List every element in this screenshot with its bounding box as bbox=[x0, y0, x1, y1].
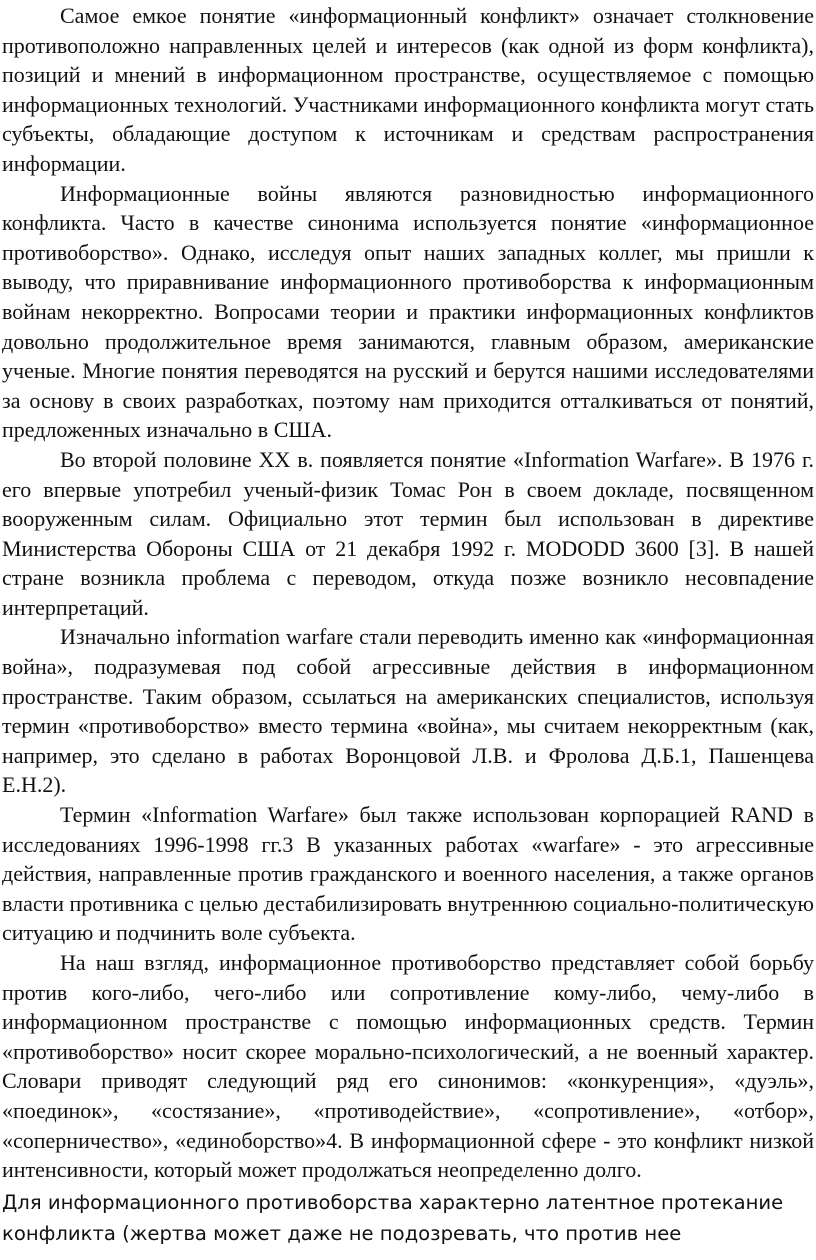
paragraph-5: Термин «Information Warfare» был также использован корпорацией RAND в исследованиях 1996-1998 гг.3 В указанных работах «warfare» - это агрессивные действия, направленные против гражданского и военного населения, а также органов власти противника с целью дестабилизировать внутреннюю социально-политическую ситуацию и подчинить воле субъекта. bbox=[2, 802, 814, 946]
paragraph-1: Самое емкое понятие «информационный конфликт» означает столкновение противоположно направленных целей и интересов (как одной из форм конфликта), позиций и мнений в информационном пространстве, осуществляемое с помощью информационных технологий. Участниками информационного конфликта могут стать субъекты, обладающие доступом к источникам и средствам распространения информации. bbox=[2, 3, 814, 176]
tail-paragraph: Для информационного противоборства характерно латентное протекание конфликта (жертва может даже не подозревать, что против нее bbox=[2, 1190, 784, 1245]
paragraph-6: На наш взгляд, информационное противоборство представляет собой борьбу против кого-либо, чего-либо или сопротивление кому-либо, чему-либо в информационном пространстве с помощью информационных средств. Термин «противоборство» носит скорее морально-психологический, а не военный характер. Словари приводят следующий ряд его синонимов: «конкуренция», «дуэль», «поединок», «состязание», «противодействие», «сопротивление», «отбор», «соперничество», «единоборство»4. В информационной сфере - это конфликт низкой интенсивности, который может продолжаться неопределенно долго. bbox=[2, 950, 814, 1183]
paragraph-4: Изначально information warfare стали переводить именно как «информационная война», подразумевая под собой агрессивные действия в информационном пространстве. Таким образом, ссылаться на американских специалистов, используя термин «противоборство» вместо термина «война», мы считаем некорректным (как, например, это сделано в работах Воронцовой Л.В. и Фролова Д.Б.1, Пашенцева Е.Н.2). bbox=[2, 624, 814, 798]
paragraph-2: Информационные войны являются разновидностью информационного конфликта. Часто в качестве синонима используется понятие «информационное противоборство». Однако, исследуя опыт наших западных коллег, мы пришли к выводу, что приравнивание информационного противоборства к информационным войнам некорректно. Вопросами теории и практики информационных конфликтов довольно продолжительное время занимаются, главным образом, американские ученые. Многие понятия переводятся на русский и берутся нашими исследователями за основу в своих разработках, поэтому нам приходится отталкиваться от понятий, предложенных изначально в США. bbox=[2, 180, 814, 443]
document-body bbox=[2, 0, 814, 1185]
paragraph-3: Во второй половине XX в. появляется понятие «Information Warfare». В 1976 г. его впервые употребил ученый-физик Томас Рон в своем докладе, посвященном вооруженным силам. Официально этот термин был использован в директиве Министерства Обороны США от 21 декабря 1992 г. MODODD 3600 [3]. В нашей стране возникла проблема с переводом, откуда позже возникло несовпадение интерпретаций. bbox=[2, 446, 814, 620]
